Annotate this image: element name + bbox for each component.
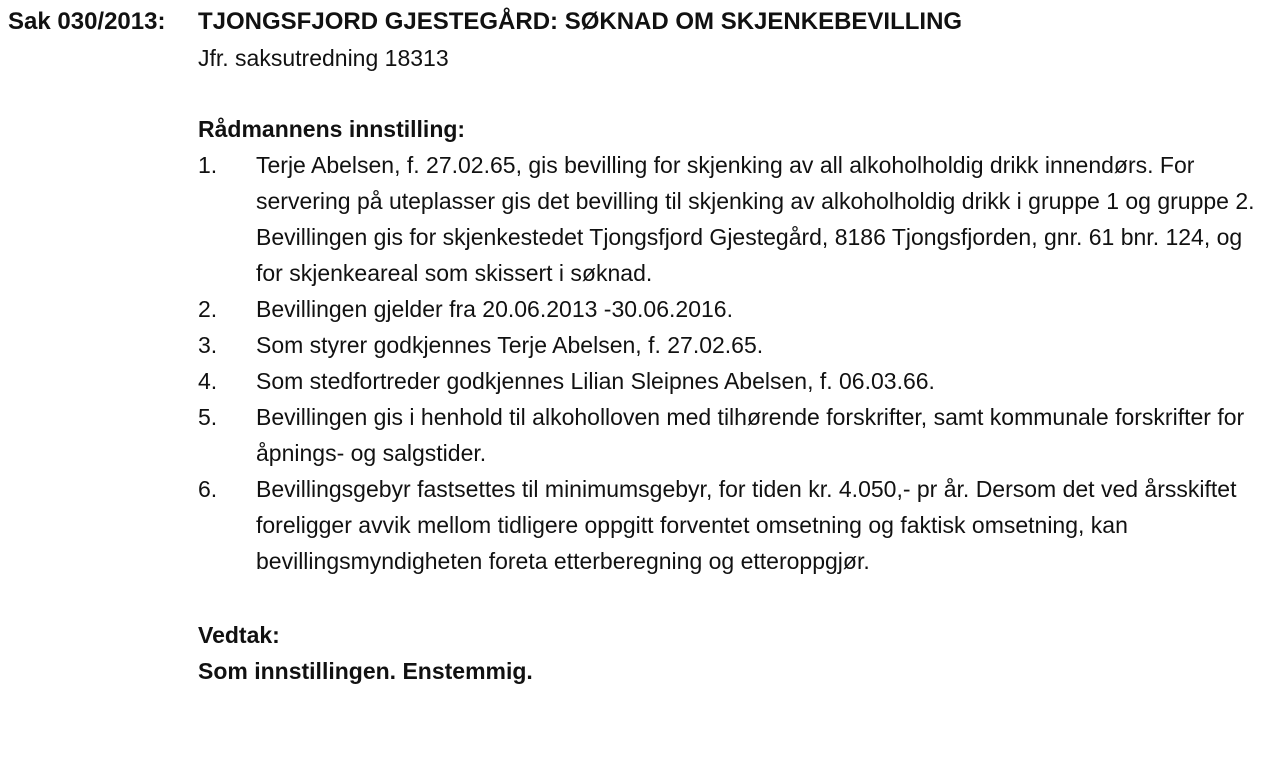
- list-item: [198, 147, 1258, 291]
- list-item-text: Som stedfortreder godkjennes Lilian Sleipnes Abelsen, f. 06.03.66.: [256, 368, 935, 394]
- case-reference: Jfr. saksutredning 18313: [198, 45, 449, 71]
- list-item-number: 3.: [198, 332, 218, 358]
- list-item: [198, 363, 1258, 399]
- list-item: [198, 291, 1258, 327]
- list-item: [198, 399, 1258, 471]
- list-item-number: 4.: [198, 368, 218, 394]
- list-item-text: Bevillingen gis i henhold til alkoholloven med tilhørende forskrifter, samt kommunale forskrifter for åpnings- og salgstider.: [256, 404, 1245, 466]
- list-item-number: 2.: [198, 296, 218, 322]
- list-item-text: Terje Abelsen, f. 27.02.65, gis bevilling for skjenking av all alkoholholdig drikk innendørs. For servering på uteplasser gis det bevilling til skjenking av alkoholholdig drikk i gruppe 1 og gruppe 2. Bevillingen gis for skjenkestedet Tjongsfjord Gjestegård, 8186 Tjongsfjorden, gnr. 61 bnr. 124, og for skjenkeareal som skissert i søknad.: [256, 152, 1255, 286]
- list-item: [198, 327, 1258, 363]
- decision-heading: Vedtak:: [198, 622, 280, 648]
- list-item-number: 6.: [198, 476, 218, 502]
- list-item-number: 5.: [198, 404, 218, 430]
- recommendation-list: [198, 147, 1258, 579]
- decision-text: Som innstillingen. Enstemmig.: [198, 658, 533, 684]
- recommendation-heading: Rådmannens innstilling:: [198, 116, 466, 142]
- list-item-text: Bevillingen gjelder fra 20.06.2013 -30.06.2016.: [256, 296, 733, 322]
- case-header: [8, 4, 1258, 40]
- case-title: TJONGSFJORD GJESTEGÅRD: SØKNAD OM SKJENKEBEVILLING: [198, 8, 963, 35]
- list-item-number: 1.: [198, 152, 218, 178]
- case-number: Sak 030/2013:: [8, 8, 166, 35]
- list-item-text: Som styrer godkjennes Terje Abelsen, f. 27.02.65.: [256, 332, 764, 358]
- case-content: [198, 40, 1258, 689]
- list-item: [198, 471, 1258, 579]
- list-item-text: Bevillingsgebyr fastsettes til minimumsgebyr, for tiden kr. 4.050,- pr år. Dersom det ved årsskiftet foreligger avvik mellom tidligere oppgitt forventet omsetning og faktisk omsetning, kan bevillingsmyndigheten foreta etterberegning og etteroppgjør.: [256, 476, 1237, 574]
